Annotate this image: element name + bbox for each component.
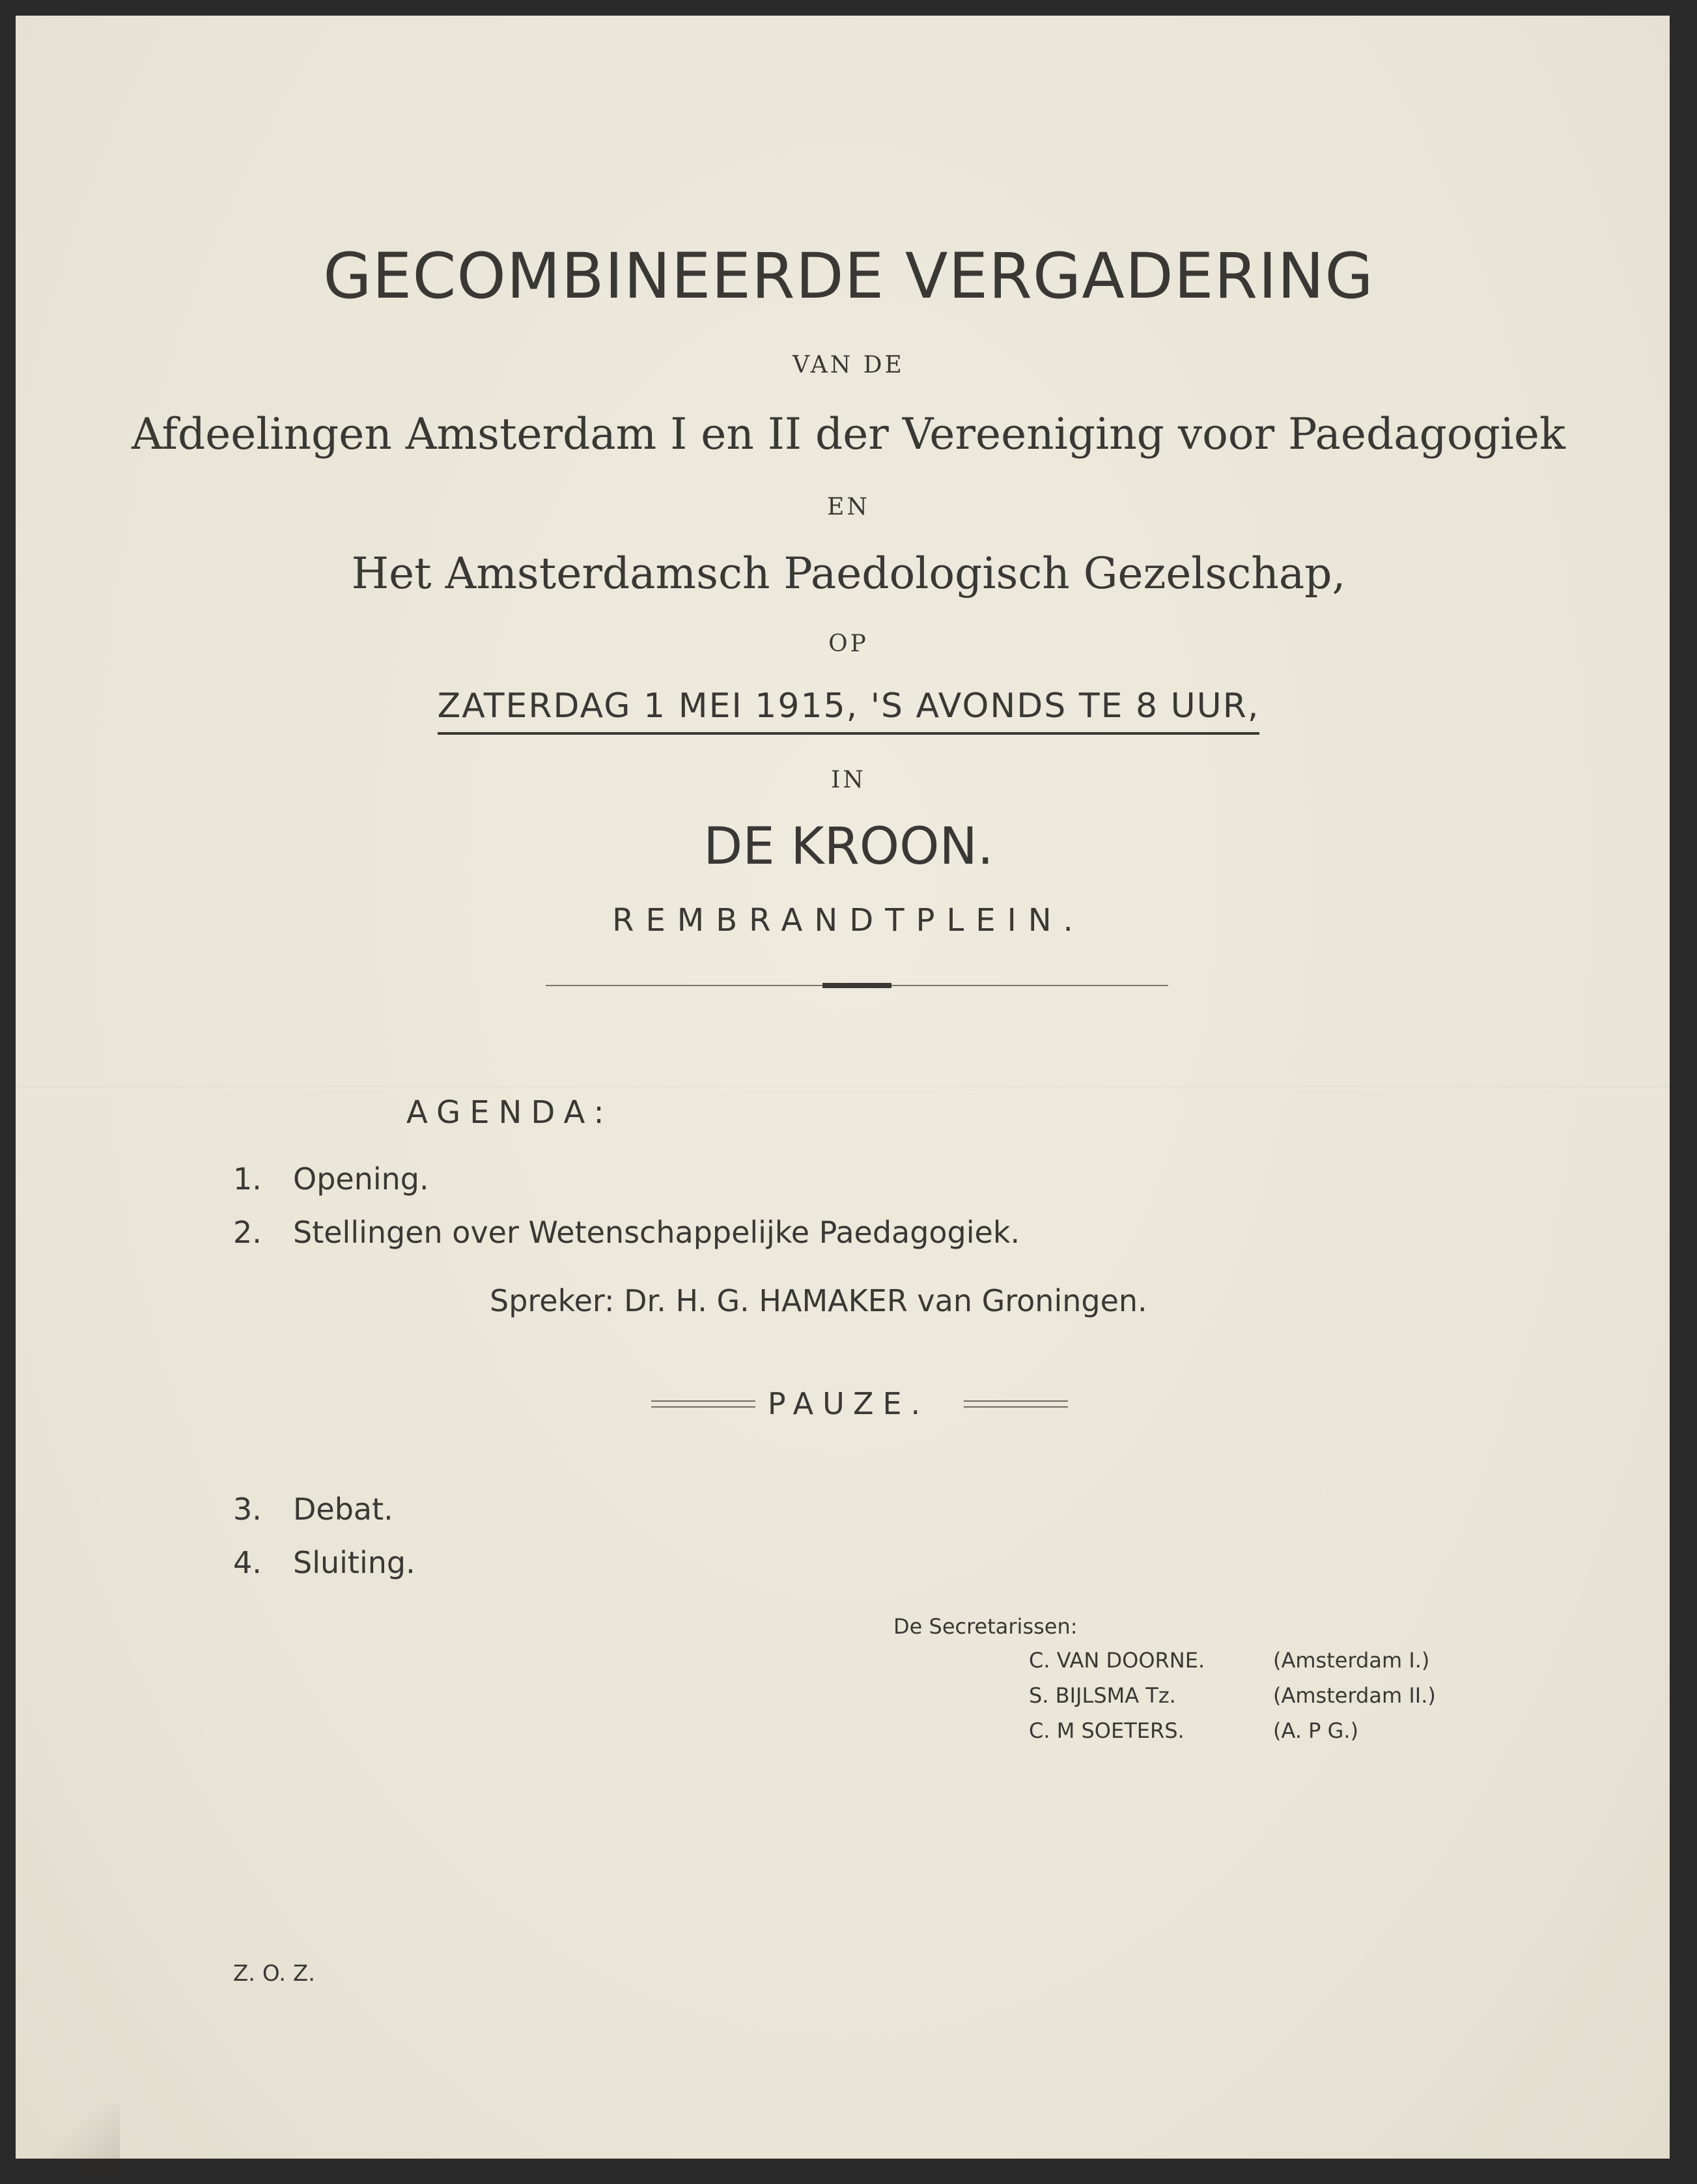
agenda-item <box>0 1215 1697 1254</box>
page-title: GECOMBINEERDE VERGADERING <box>323 240 1374 313</box>
agenda-item-text: Sluiting. <box>293 1545 415 1580</box>
agenda-item <box>0 1492 1697 1531</box>
secretary-branch: (A. P G.) <box>1273 1718 1359 1743</box>
van-de-label: VAN DE <box>792 352 905 378</box>
date-text: ZATERDAG 1 MEI 1915, 'S AVONDS TE 8 UUR, <box>438 687 1260 735</box>
agenda-title: AGENDA: <box>406 1094 613 1131</box>
agenda-item-text: Debat. <box>293 1492 393 1527</box>
venue-name: DE KROON. <box>703 817 994 876</box>
venue-square: REMBRANDTPLEIN. <box>612 902 1085 939</box>
zoz-note: Z. O. Z. <box>233 1961 316 1987</box>
agenda-item-text: Stellingen over Wetenschappelijke Paedagogiek. <box>293 1215 1020 1250</box>
agenda-item-number: 3. <box>233 1492 262 1527</box>
secretary-branch: (Amsterdam II.) <box>1273 1683 1436 1708</box>
date-line <box>0 687 1697 726</box>
corner-wear <box>16 2104 120 2176</box>
agenda-item-number: 4. <box>233 1545 262 1580</box>
pause-label: PAUZE. <box>767 1386 930 1421</box>
agenda-item-number: 1. <box>233 1161 262 1197</box>
secretary-name: S. BIJLSMA Tz. <box>1029 1683 1176 1708</box>
speaker-line: Spreker: Dr. H. G. HAMAKER van Groningen. <box>490 1283 1147 1318</box>
organisation-line: Afdeelingen Amsterdam I en II der Vereeniging voor Paedagogiek <box>132 409 1565 459</box>
secretaries-title: De Secretarissen: <box>893 1614 1078 1639</box>
secretary-name: C. VAN DOORNE. <box>1029 1648 1205 1673</box>
paper-fold <box>16 1086 1670 1088</box>
op-label: OP <box>828 631 869 657</box>
divider-center-mark <box>822 983 891 988</box>
agenda-item <box>0 1161 1697 1200</box>
society-line: Het Amsterdamsch Paedologisch Gezelschap, <box>351 548 1346 599</box>
secretary-branch: (Amsterdam I.) <box>1273 1648 1430 1673</box>
en-label: EN <box>827 494 870 520</box>
secretary-name: C. M SOETERS. <box>1029 1718 1185 1743</box>
in-label: IN <box>831 767 866 793</box>
agenda-item-number: 2. <box>233 1215 262 1250</box>
pause-rule-right <box>964 1400 1068 1408</box>
agenda-item-text: Opening. <box>293 1161 429 1197</box>
agenda-item <box>0 1545 1697 1584</box>
